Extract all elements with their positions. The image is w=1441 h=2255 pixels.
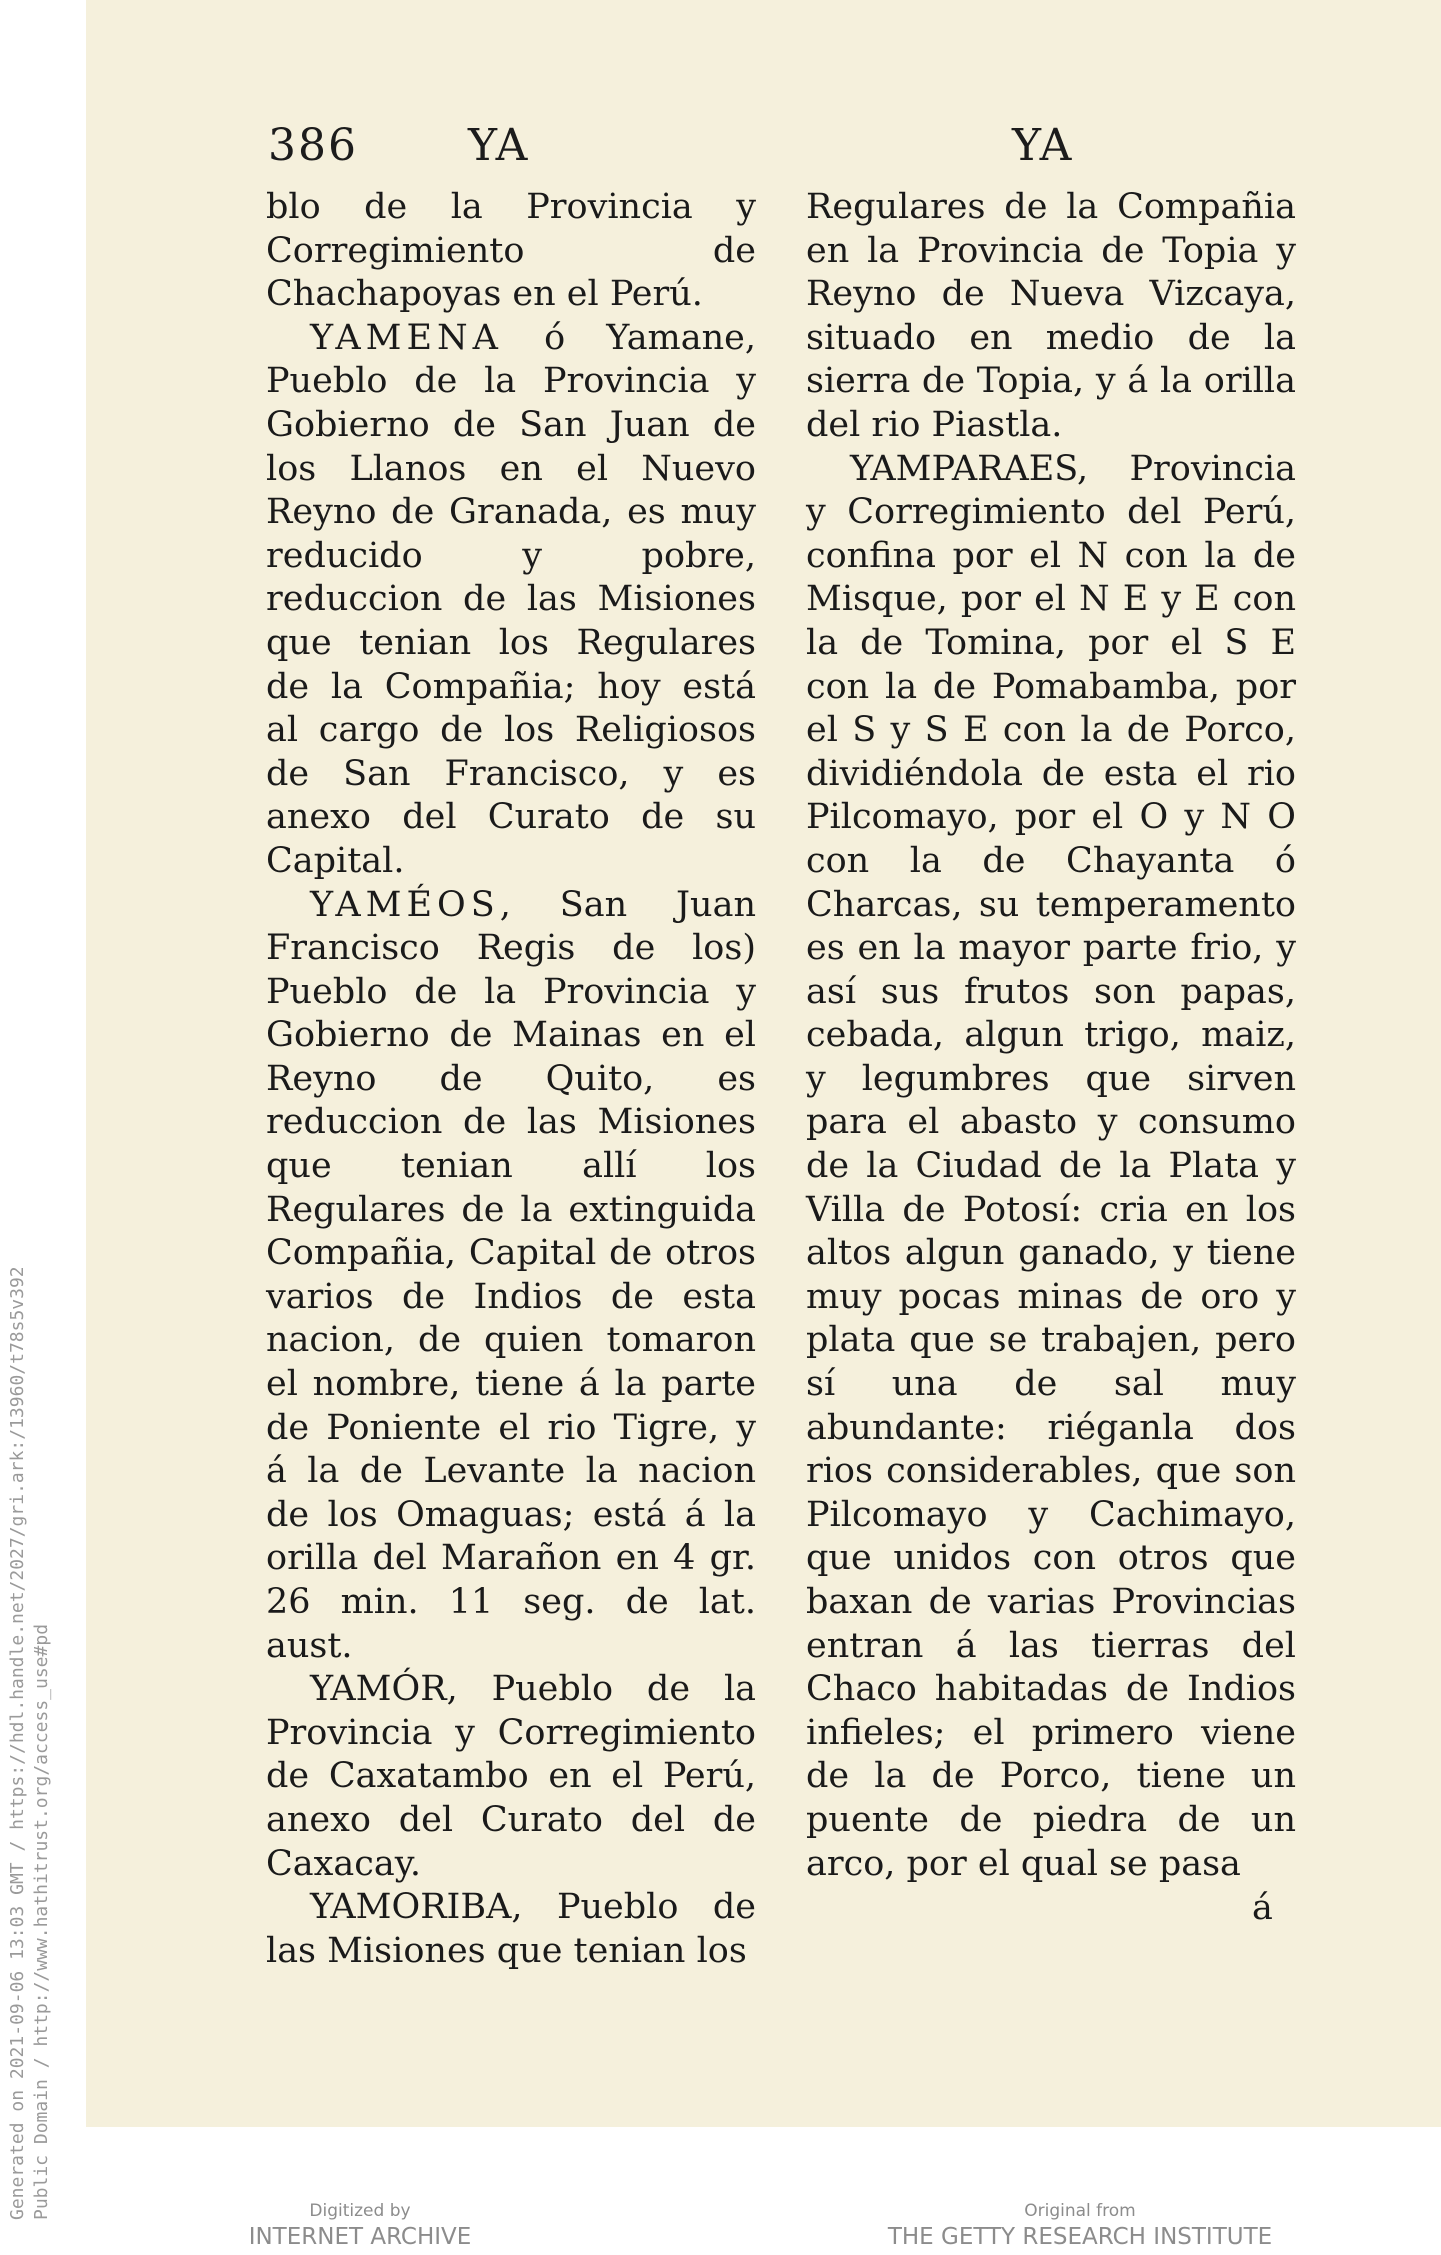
right-column — [806, 186, 1296, 1886]
watermark-generated-line: Generated on 2021-09-06 13:03 GMT / https://hdl.handle.net/2027/gri.ark:/13960/t78s5v392 — [7, 1266, 28, 2220]
entry-headword: YAMPARAES — [850, 448, 1078, 489]
catchword: á — [1252, 1888, 1273, 1928]
original-from-credit — [880, 2200, 1280, 2252]
entry-headword: YAMÉOS — [310, 884, 500, 925]
watermark-public-domain-line: Public Domain / http://www.hathitrust.org/access_use#pd — [31, 1623, 52, 2220]
entry-text: , Provincia y Corregimiento del Perú, confina por el N con la de Misque, por el N E y E con la de Tomina, por el S E con la de Pomabamba, por el S y S E con la de Porco, dividiéndola de esta el rio Pilcomayo, por el O y N O con la de Chayanta ó Charcas, su temperamento es en la mayor parte frio, y así sus frutos son papas, cebada, algun trigo, maiz, y legumbres que sirven para el abasto y consumo de la Ciudad de la Plata y Villa de Potosí: cria en los altos algun ganado, y tiene muy pocas minas de oro y plata que se trabajen, pero sí una de sal muy abundante: riéganla dos rios considerables, que son Pilcomayo y Cachimayo, que unidos con otros que baxan de varias Provincias entran á las tierras del Chaco habitadas de Indios infieles; el primero viene de la de Porco, tiene un puente de piedra de un arco, por el qual se pasa — [806, 448, 1296, 1884]
entry-text: , Pueblo de las Misiones que tenian los — [266, 1887, 756, 1971]
entry-yamor — [266, 1668, 756, 1886]
page-number: 386 — [268, 120, 358, 171]
entry-yameos — [266, 884, 756, 1669]
entry-yamena — [266, 317, 756, 884]
entry-continuation: blo de la Provincia y Corregimiento de Chachapoyas en el Perú. — [266, 187, 756, 315]
entry-text: ó Yamane, Pueblo de la Provincia y Gobierno de San Juan de los Llanos en el Nuevo Reyno de Granada, es muy reducido y pobre, reduccion de las Misiones que tenian los Regulares de la Compañia; hoy está al cargo de los Religiosos de San Francisco, y es anexo del Curato de su Capital. — [266, 317, 756, 881]
digitized-by-label: Digitized by — [309, 2201, 411, 2221]
getty-institute-label: THE GETTY RESEARCH INSTITUTE — [887, 2224, 1273, 2250]
entry-headword: YAMORIBA — [310, 1887, 512, 1928]
running-head-left: YA — [468, 120, 530, 171]
entry-text: , Pueblo de la Provincia y Corregimiento de Caxatambo en el Perú, anexo del Curato del de Caxacay. — [266, 1669, 756, 1884]
original-from-label: Original from — [1024, 2201, 1136, 2221]
hathitrust-watermark — [0, 1100, 80, 2220]
entry-headword: YAMENA — [310, 317, 503, 358]
entry-yamoriba — [266, 1886, 756, 1973]
entry-headword: YAMÓR — [310, 1669, 447, 1710]
entry-continuation: Regulares de la Compañia en la Provincia de Topia y Reyno de Nueva Vizcaya, situado en medio de la sierra de Topia, y á la orilla del rio Piastla. — [806, 187, 1296, 445]
left-column — [266, 186, 756, 1973]
internet-archive-label: INTERNET ARCHIVE — [248, 2224, 472, 2250]
entry-yamparaes — [806, 448, 1296, 1887]
running-head-right: YA — [1012, 120, 1074, 171]
digitized-by-credit — [240, 2200, 480, 2252]
entry-text: , San Juan Francisco Regis de los) Pueblo de la Provincia y Gobierno de Mainas en el Reyno de Quito, es reduccion de las Misiones que tenian allí los Regulares de la extinguida Compañia, Capital de otros varios de Indios de esta nacion, de quien tomaron el nombre, tiene á la parte de Poniente el rio Tigre, y á la de Levante la nacion de los Omaguas; está á la orilla del Marañon en 4 gr. 26 min. 11 seg. de lat. aust. — [266, 884, 756, 1666]
